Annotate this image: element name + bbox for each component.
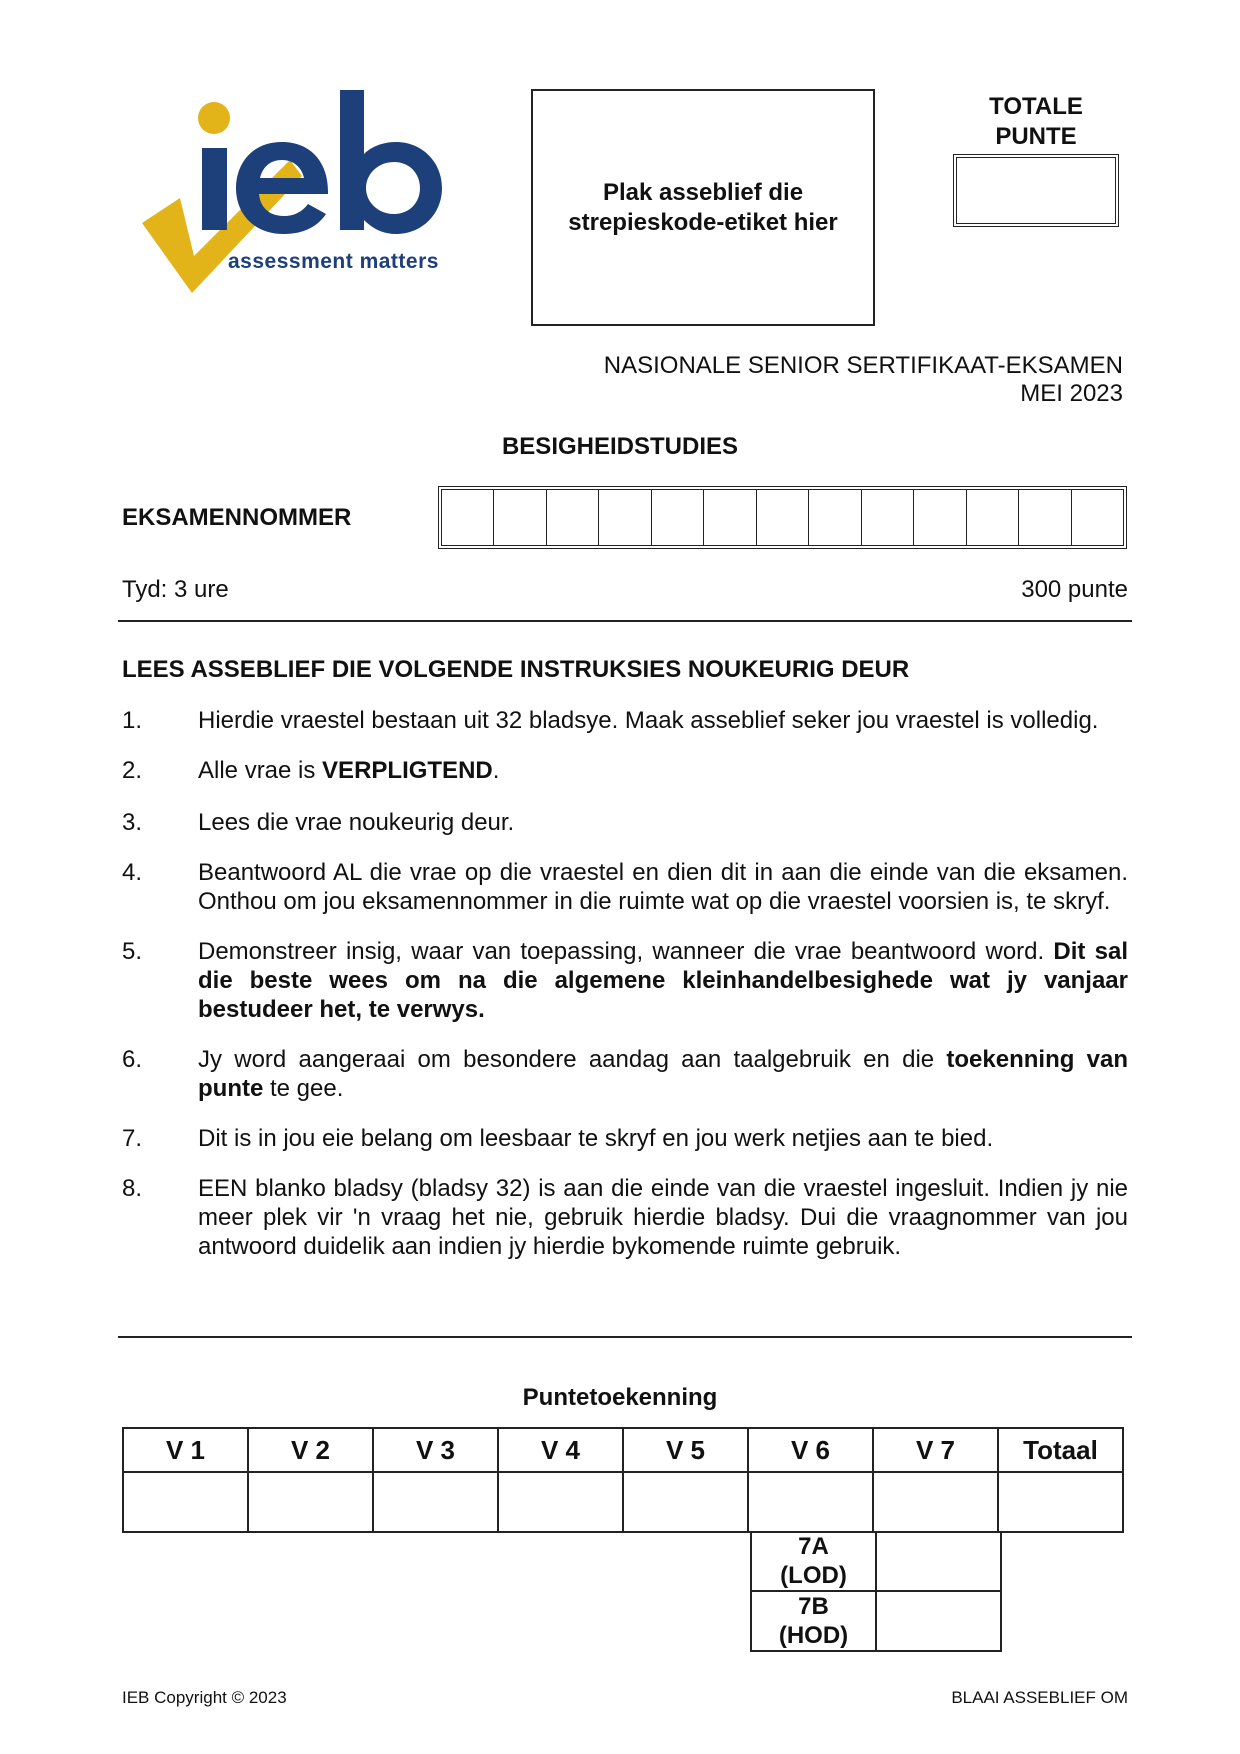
- instruction-fragment: .: [492, 757, 500, 784]
- instruction-number: 8.: [122, 1175, 143, 1202]
- total-header: Totaal: [998, 1428, 1123, 1472]
- exam-number-digit-box[interactable]: [652, 490, 704, 545]
- mark-allocation-title: Puntetoekenning: [522, 1384, 718, 1411]
- moderation-label-line: (LOD): [780, 1561, 847, 1589]
- question-header: V 3: [373, 1428, 498, 1472]
- logo-tagline: assessment matters: [228, 250, 439, 273]
- mark-allocation-score-row: [123, 1472, 1123, 1532]
- instruction-item: [122, 808, 1128, 837]
- barcode-label-area: [531, 89, 875, 326]
- question-header: V 2: [248, 1428, 373, 1472]
- instruction-emphasis: Dit sal die beste wees om na die algemene kleinhandelbesighede wat jy vanjaar bestudeer het, te verwys.: [198, 938, 1128, 1023]
- instruction-number: 3.: [122, 809, 143, 836]
- instruction-item: [122, 756, 1128, 785]
- moderation-label-line: 7A: [798, 1532, 829, 1560]
- instruction-fragment: Jy word aangeraai om besondere aandag aan taalgebruik en die: [198, 1046, 947, 1073]
- exam-number-digit-box[interactable]: [704, 490, 756, 545]
- instruction-number: 4.: [122, 859, 143, 886]
- instruction-text: [198, 808, 1128, 837]
- copyright-footer: IEB Copyright © 2023: [122, 1688, 287, 1707]
- score-cell[interactable]: [623, 1472, 748, 1532]
- instruction-fragment: Dit is in jou eie belang om leesbaar te skryf en jou werk netjies aan te bied.: [198, 1125, 994, 1152]
- ieb-logo-mark: [132, 88, 492, 318]
- instructions-list: [122, 706, 1128, 1261]
- divider-top: [118, 620, 1132, 622]
- moderation-table: [750, 1531, 1002, 1652]
- instruction-item: [122, 858, 1128, 916]
- exam-number-label: EKSAMENNOMMER: [122, 504, 352, 531]
- instruction-number: 7.: [122, 1125, 143, 1152]
- instruction-emphasis: toekenning van punte: [198, 1046, 1129, 1102]
- instruction-number: 6.: [122, 1046, 143, 1073]
- moderation-score-cell[interactable]: [876, 1531, 1001, 1591]
- exam-duration: Tyd: 3 ure: [122, 576, 229, 603]
- instruction-text: [198, 858, 1128, 916]
- exam-title-line2: MEI 2023: [1020, 380, 1123, 407]
- instruction-item: [122, 1174, 1128, 1261]
- instruction-text: [198, 1124, 1128, 1153]
- exam-number-digit-box[interactable]: [1019, 490, 1071, 545]
- exam-number-digit-box[interactable]: [914, 490, 966, 545]
- instruction-fragment: te gee.: [263, 1075, 344, 1102]
- barcode-instruction: Plak asseblief die strepieskode-etiket hier: [568, 178, 838, 236]
- instruction-fragment: Demonstreer insig, waar van toepassing, wanneer die vrae beantwoord word.: [198, 938, 1054, 965]
- moderation-label-line: 7B: [798, 1593, 829, 1620]
- instruction-item: [122, 1124, 1128, 1153]
- moderation-label: [751, 1591, 876, 1651]
- score-cell[interactable]: [123, 1472, 248, 1532]
- total-score-cell[interactable]: [998, 1472, 1123, 1532]
- score-cell[interactable]: [748, 1472, 873, 1532]
- instruction-number: 5.: [122, 938, 143, 965]
- mark-allocation-table: [122, 1427, 1124, 1533]
- question-header: V 7: [873, 1428, 998, 1472]
- moderation-row-7b: [751, 1591, 1001, 1651]
- exam-number-digit-box[interactable]: [1072, 490, 1123, 545]
- divider-bottom: [118, 1336, 1132, 1338]
- instruction-emphasis: VERPLIGTEND: [322, 757, 493, 784]
- moderation-score-cell[interactable]: [876, 1591, 1001, 1651]
- question-header: V 1: [123, 1428, 248, 1472]
- question-header: V 6: [748, 1428, 873, 1472]
- score-cell[interactable]: [498, 1472, 623, 1532]
- question-header: V 5: [623, 1428, 748, 1472]
- instruction-fragment: Alle vrae is: [198, 757, 323, 784]
- instruction-fragment: EEN blanko bladsy (bladsy 32) is aan die einde van die vraestel ingesluit. Indien jy nie meer plek vir 'n vraag het nie, gebruik hierdie bladsy. Dui die vraagnommer van jou antwoord duidelik aan indien jy hierdie bykomende ruimte gebruik.: [198, 1175, 1128, 1260]
- instruction-fragment: Lees die vrae noukeurig deur.: [198, 809, 515, 836]
- instruction-text: [198, 706, 1128, 735]
- turn-page-footer: BLAAI ASSEBLIEF OM: [951, 1688, 1128, 1707]
- instruction-number: 1.: [122, 707, 143, 734]
- total-marks-box[interactable]: [953, 154, 1119, 227]
- moderation-label: [751, 1531, 876, 1591]
- exam-number-digit-box[interactable]: [862, 490, 914, 545]
- moderation-label-line: (HOD): [778, 1622, 849, 1649]
- score-cell[interactable]: [248, 1472, 373, 1532]
- exam-number-digit-box[interactable]: [547, 490, 599, 545]
- exam-number-digit-box[interactable]: [442, 490, 494, 545]
- instructions-heading: LEES ASSEBLIEF DIE VOLGENDE INSTRUKSIES NOUKEURIG DEUR: [122, 656, 910, 683]
- mark-allocation-header-row: [123, 1428, 1123, 1472]
- exam-number-boxes[interactable]: [438, 486, 1127, 549]
- ieb-logo: [132, 88, 492, 318]
- instruction-fragment: Beantwoord AL die vrae op die vraestel en dien dit in aan die einde van die eksamen. Onthou om jou eksamennommer in die ruimte wat op die vraestel voorsien is, te skryf.: [198, 859, 1128, 915]
- score-cell[interactable]: [873, 1472, 998, 1532]
- instruction-text: [198, 937, 1128, 1024]
- instruction-item: [122, 706, 1128, 735]
- exam-number-digit-box[interactable]: [809, 490, 861, 545]
- moderation-row-7a: [751, 1531, 1001, 1591]
- exam-number-digit-box[interactable]: [757, 490, 809, 545]
- exam-number-digit-box[interactable]: [967, 490, 1019, 545]
- instruction-text: [198, 756, 1128, 785]
- instruction-text: [198, 1174, 1128, 1261]
- exam-number-digit-box[interactable]: [599, 490, 651, 545]
- instruction-item: [122, 1045, 1128, 1103]
- instruction-text: [198, 1045, 1128, 1103]
- instruction-number: 2.: [122, 757, 143, 784]
- exam-title-line1: NASIONALE SENIOR SERTIFIKAAT-EKSAMEN: [603, 352, 1123, 379]
- exam-number-digit-box[interactable]: [494, 490, 546, 545]
- subject-title: BESIGHEIDSTUDIES: [501, 433, 739, 460]
- total-marks-label: TOTALE PUNTE: [989, 93, 1083, 150]
- question-header: V 4: [498, 1428, 623, 1472]
- score-cell[interactable]: [373, 1472, 498, 1532]
- instruction-item: [122, 937, 1128, 1024]
- instruction-fragment: Hierdie vraestel bestaan uit 32 bladsye. Maak asseblief seker jou vraestel is volledig.: [198, 707, 1099, 734]
- exam-total-marks: 300 punte: [1021, 576, 1128, 603]
- exam-title: [604, 352, 1123, 408]
